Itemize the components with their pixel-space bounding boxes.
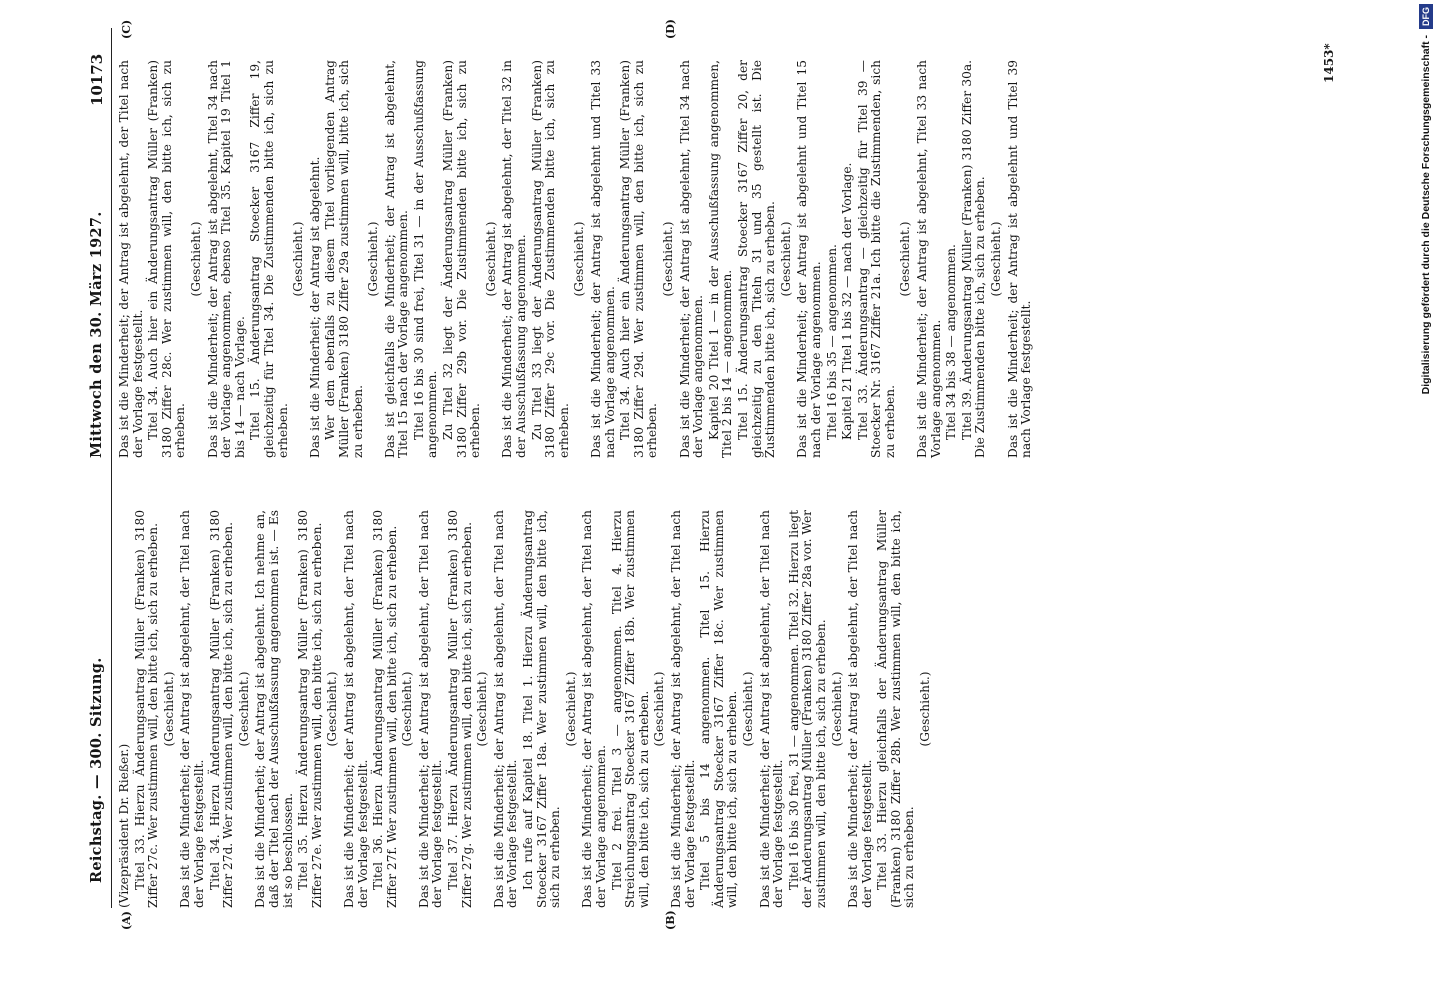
stage-direction: (Geschieht.): [918, 671, 933, 747]
stage-direction: (Geschieht.): [989, 221, 1004, 297]
paragraph: Das ist die Minderheit; der Antrag ist abgelehnt und Titel 15 nach der Vorlage angenommen.: [795, 60, 823, 458]
stage-direction: (Geschieht.): [660, 221, 675, 297]
paragraph: Titel 16 bis 35 — angenommen.: [824, 244, 839, 440]
stage-direction: (Geschieht.): [291, 221, 306, 297]
stage-direction: (Geschieht.): [325, 671, 340, 747]
stage-direction: (Geschieht.): [483, 221, 498, 297]
paragraph: Titel 33. Änderungsantrag — gleichzeitig für Titel 39 — Stoecker Nr. 3167 Ziffer 21a. Ich bitte die Zustimmenden, sich zu erheben.: [855, 60, 897, 458]
paragraph: Das ist die Minderheit; der Antrag ist abgelehnt, der Titel nach der Vorlage festgestellt.: [491, 510, 520, 908]
paragraph: Das ist die Minderheit; der Antrag ist abgelehnt, der Titel nach der Vorlage festgestellt.: [341, 510, 370, 908]
paragraph: Titel 15. Änderungsantrag Stoecker 3167 Ziffer 19, gleichzeitig für Titel 34. Die Zustimmenden bitte ich, sich zu erheben.: [248, 60, 290, 458]
paragraph: Das ist die Minderheit; der Antrag ist abgelehnt, Titel 33 nach Vorlage angenommen.: [915, 60, 943, 458]
paragraph: Das ist die Minderheit; der Antrag ist abgelehnt, der Titel 32 in der Ausschußfassung angenommen.: [500, 60, 529, 458]
paragraph: (Vizepräsident Dr. Rießer.): [117, 743, 131, 908]
stage-direction: (Geschieht.): [829, 671, 844, 747]
paragraph: Titel 33. Hierzu Änderungsantrag Müller (Franken) 3180 Ziffer 27c. Wer zustimmen will, den bitte ich, sich zu erheben.: [132, 510, 161, 908]
margin-marker-c: (C): [120, 19, 133, 39]
page-number: 10173: [88, 53, 106, 106]
paragraph: Das ist die Minderheit; der Antrag ist abgelehnt, Titel 34 nach der Vorlage angenommen, ebenso Titel 35. Kapitel 19 Titel 1 bis 14 — nach Vorlage.: [205, 60, 247, 458]
paragraph: Kapitel 20 Titel 1 — in der Ausschußfassung angenommen, Titel 2 bis 14 — angenommen.: [706, 60, 735, 458]
paragraph: Das ist die Minderheit; der Antrag ist abgelehnt, der Titel nach der Vorlage festgestellt.: [668, 510, 697, 908]
paragraph: Das ist die Minderheit; der Antrag ist abgelehnt, der Titel nach der Vorlage festgestellt.: [416, 510, 445, 908]
paragraph: Titel 16 bis 30 frei, 31 — angenommen. Titel 32. Hierzu liegt der Änderungsantrag Müller (Franken) 3180 Ziffer 28a vor. Wer zustimmen will, den bitte ich, sich zu erheben.: [786, 510, 828, 908]
paragraph: Das ist die Minderheit; der Antrag ist abgelehnt. Ich nehme an, daß der Titel nach der Ausschußfassung angenommen ist. — Es ist so beschlossen.: [253, 510, 295, 908]
paragraph: Titel 16 bis 30 sind frei, Titel 31 — in der Ausschußfassung angenommen.: [411, 60, 440, 458]
margin-marker-a: (A): [120, 911, 133, 930]
stage-direction: (Geschieht.): [740, 671, 755, 747]
paragraph: Das ist die Minderheit; der Antrag ist abgelehnt, der Titel nach der Vorlage angenommen.: [580, 510, 608, 908]
stage-direction: (Geschieht.): [475, 671, 490, 747]
dfg-logo: DFG: [1419, 4, 1433, 29]
stage-direction: (Geschieht.): [161, 671, 176, 747]
stage-direction: (Geschieht.): [366, 221, 381, 297]
stage-direction: (Geschieht.): [778, 221, 793, 297]
paragraph: Das ist die Minderheit; der Antrag ist abgelehnt, der Titel nach der Vorlage festgestellt.: [178, 510, 206, 908]
paragraph: Das ist die Minderheit; der Antrag ist abgelehnt.: [307, 156, 322, 458]
paragraph: Das ist die Minderheit; der Antrag ist abgelehnt, der Titel nach der Vorlage festgestellt.: [117, 60, 145, 458]
digitization-credit: [1418, 4, 1434, 996]
paragraph: Das ist gleichfalls die Minderheit; der Antrag ist abgelehnt, Titel 15 nach der Vorlage angenommen.: [382, 60, 411, 458]
paragraph: Das ist die Minderheit; der Antrag ist abgelehnt, Titel 34 nach der Vorlage angenommen.: [677, 60, 706, 458]
paragraph: Zu Titel 32 liegt der Änderungsantrag Müller (Franken) 3180 Ziffer 29b vor. Die Zustimmenden bitte ich, sich zu erheben.: [441, 60, 483, 458]
paragraph: Das ist die Minderheit; der Antrag ist abgelehnt und Titel 39 nach Vorlage festgestellt.: [1005, 60, 1034, 458]
paragraph: Wer dem ebenfalls zu diesem Titel vorliegenden Antrag Müller (Franken) 3180 Ziffer 29a zustimmen will, bitte ich, sich zu erheben.: [323, 60, 365, 458]
paragraph: Das ist die Minderheit; der Antrag ist abgelehnt, der Titel nach der Vorlage festgestellt.: [846, 510, 874, 908]
paragraph: Titel 37. Hierzu Änderungsantrag Müller (Franken) 3180 Ziffer 27g. Wer zustimmen will, den bitte ich, sich zu erheben.: [446, 510, 474, 908]
stage-direction: (Geschieht.): [572, 221, 587, 297]
stage-direction: (Geschieht.): [400, 671, 415, 747]
header-rule: [111, 28, 112, 908]
text-column-left: [118, 510, 936, 908]
paragraph: Titel 33. Hierzu gleichfalls der Änderungsantrag Müller (Franken) 3180 Ziffer 28b. Wer zustimmen will, den bitte ich, sich zu erheben.: [875, 510, 917, 908]
stage-direction: (Geschieht.): [652, 671, 667, 747]
stage-direction: (Geschieht.): [898, 221, 913, 297]
paragraph: Ich rufe auf Kapitel 18. Titel 1. Hierzu Änderungsantrag Stoecker 3167 Ziffer 18a. Wer zustimmen will, den bitte ich, sich zu erheben.: [521, 510, 563, 908]
credit-text: Digitalisierung gefördert durch die Deutsche Forschungsgemeinschaft -: [1420, 35, 1432, 395]
paragraph: Titel 34. Auch hier ein Änderungsantrag Müller (Franken) 3180 Ziffer 28c. Wer zustimmen will, den bitte ich, sich zu erheben.: [146, 60, 188, 458]
sheet-number: 1453*: [1322, 43, 1336, 83]
paragraph: Titel 39. Änderungsantrag Müller (Franken) 3180 Ziffer 30a. Die Zustimmenden bitte ich, sich zu erheben.: [959, 60, 988, 458]
stage-direction: (Geschieht.): [236, 671, 251, 747]
paragraph: Titel 15. Änderungsantrag Stoecker 3167 Ziffer 20, der gleichzeitig zu den Titeln 31 und 35 gestellt ist. Die Zustimmenden bitte ich, sich zu erheben.: [735, 60, 778, 458]
printed-page: [80, 18, 1350, 938]
running-header-session: Reichstag. — 300. Sitzung.: [88, 657, 105, 883]
stage-direction: (Geschieht.): [563, 671, 578, 747]
stage-direction: (Geschieht.): [188, 221, 203, 297]
paragraph: Titel 36. Hierzu Änderungsantrag Müller (Franken) 3180 Ziffer 27f. Wer zustimmen will, den bitte ich, sich zu erheben.: [371, 510, 399, 908]
paragraph: Das ist die Minderheit; der Antrag ist abgelehnt und Titel 33 nach Vorlage angenommen.: [589, 60, 617, 458]
paragraph: Das ist die Minderheit; der Antrag ist abgelehnt, der Titel nach der Vorlage festgestellt.: [757, 510, 786, 908]
paragraph: Titel 34 bis 38 — angenommen.: [944, 244, 959, 440]
paragraph: Titel 2 frei. Titel 3 — angenommen. Titel 4. Hierzu Streichungsantrag Stoecker 3167 Ziffer 18b. Wer zustimmen will, den bitte ich, sich zu erheben.: [609, 510, 651, 908]
margin-marker-b: (B): [664, 910, 677, 930]
paragraph: Titel 34. Auch hier ein Änderungsantrag Müller (Franken) 3180 Ziffer 29d. Wer zustimmen will, den bitte ich, sich zu erheben.: [618, 60, 660, 458]
margin-marker-d: (D): [664, 19, 677, 39]
paragraph: Titel 35. Hierzu Änderungsantrag Müller (Franken) 3180 Ziffer 27e. Wer zustimmen will, den bitte ich, sich zu erheben.: [296, 510, 324, 908]
running-header-date: Mittwoch den 30. März 1927.: [88, 211, 105, 458]
text-column-right: [118, 60, 1036, 458]
paragraph: Kapitel 21 Titel 1 bis 32 — nach der Vorlage.: [840, 162, 855, 440]
paragraph: Titel 5 bis 14 angenommen. Titel 15. Hierzu Änderungsantrag Stoecker 3167 Ziffer 18c. Wer zustimmen will, den bitte ich, sich zu erheben.: [698, 510, 740, 908]
paragraph: Zu Titel 33 liegt der Änderungsantrag Müller (Franken) 3180 Ziffer 29c vor. Die Zustimmenden bitte ich, sich zu erheben.: [529, 60, 571, 458]
paragraph: Titel 34. Hierzu Änderungsantrag Müller (Franken) 3180 Ziffer 27d. Wer zustimmen will, den bitte ich, sich zu erheben.: [207, 510, 236, 908]
